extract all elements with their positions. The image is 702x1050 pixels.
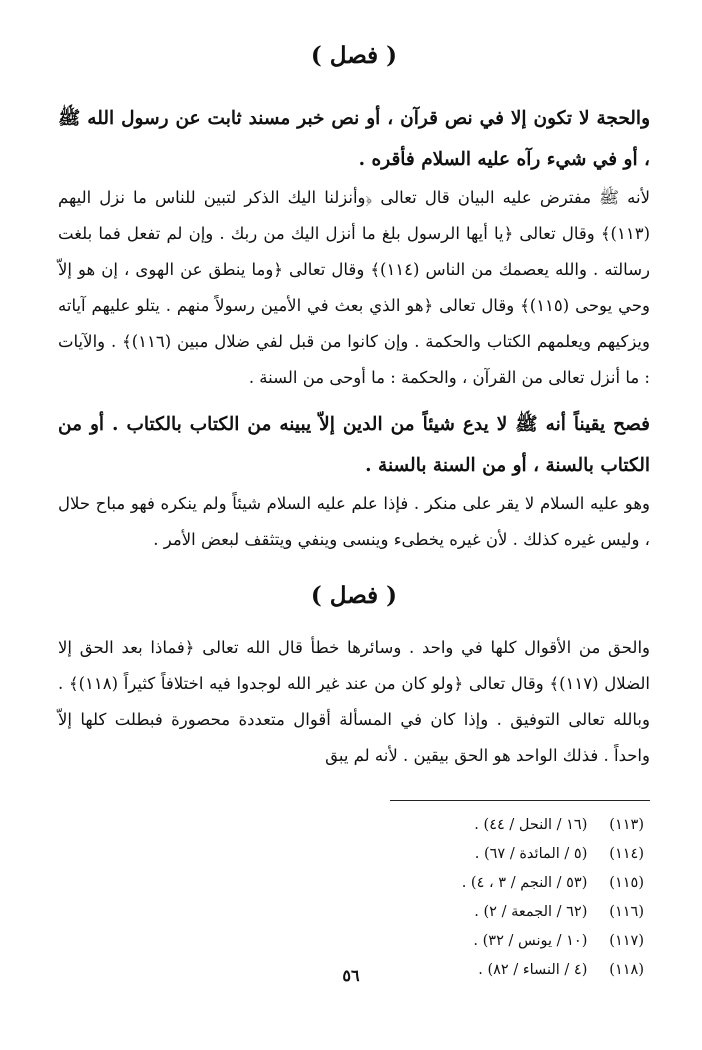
footnote-divider (390, 800, 650, 801)
footnotes (58, 811, 650, 985)
footnote-number: (١١٨) (609, 962, 644, 979)
footnote (58, 927, 644, 956)
page-number: ٥٦ (342, 966, 360, 985)
body-paragraph: وهو عليه السلام لا يقر على منكر . فإذا علم عليه السلام شيئاً ولم ينكره فهو مباح حلال ، وليس غيره كذلك . لأن غيره يخطىء وينسى وينفي ويتثقف لبعض الأمر . (58, 494, 650, 550)
footnote-number: (١١٤) (609, 846, 644, 863)
body-paragraph: لأنه ﷺ مفترض عليه البيان قال تعالى ﴿وأنزلنا اليك الذكر لتبين للناس ما نزل اليهم (١١٣)﴾ وقال تعالى ﴿يا أيها الرسول بلغ ما أنزل اليك من ربك . وإن لم تفعل فما بلغت رسالته . والله يعصمك من الناس (١١٤)﴾ وقال تعالى ﴿وما ينطق عن الهوى ، إن هو إلاّ وحي يوحى (١١٥)﴾ وقال تعالى ﴿هو الذي بعث في الأمين رسولاً منهم . يتلو عليهم آياته ويزكيهم ويعلمهم الكتاب والحكمة . وإن كانوا من قبل لفي ضلال مبين (١١٦)﴾ . والآيات : ما أنزل تعالى من القرآن ، والحكمة : ما أوحى من السنة . (58, 188, 650, 388)
section-1 (58, 98, 650, 396)
section-heading: ( فصل ) (310, 582, 398, 610)
footnote-text: (٤ / النساء / ٨٢) . (478, 962, 588, 979)
section-heading: ( فصل ) (310, 42, 398, 69)
footnote-number: (١١٥) (609, 875, 644, 892)
footnote (58, 898, 644, 927)
section-3 (58, 630, 650, 774)
footnote-text: (٥ / المائدة / ٦٧) . (474, 846, 588, 863)
footnote (58, 869, 644, 898)
footnote-number: (١١٧) (609, 933, 644, 950)
footnote-text: (١٠ / يونس / ٣٢) . (473, 933, 588, 950)
footnote-text: (١٦ / النحل / ٤٤) . (474, 817, 588, 834)
body-paragraph: والحق من الأقوال كلها في واحد . وسائرها خطأ قال الله تعالى ﴿فماذا بعد الحق إلا الضلال (١١٧)﴾ وقال تعالى ﴿ولو كان من عند غير الله لوجدوا فيه اختلافاً كثيراً (١١٨)﴾ . وبالله تعالى التوفيق . وإذا كان في المسألة أقوال متعددة محصورة فبطلت كلها إلاّ واحداً . فذلك الواحد هو الحق بيقين . لأنه لم يبق (58, 638, 650, 766)
footnote-text: (٦٢ / الجمعة / ٢) . (474, 904, 588, 921)
section-2 (58, 404, 650, 558)
footnote-number: (١١٣) (609, 817, 644, 834)
bold-statement: والحجة لا تكون إلا في نص قرآن ، أو نص خبر مسند ثابت عن رسول الله ﷺ ، أو في شيء رآه عليه السلام فأقره . (58, 108, 650, 171)
footnote-text: (٥٣ / النجم / ٣ ، ٤) . (461, 875, 588, 892)
footnote-number: (١١٦) (609, 904, 644, 921)
footnote (58, 840, 644, 869)
bold-statement: فصح يقيناً أنه ﷺ لا يدع شيئاً من الدين إلاّ يبينه من الكتاب بالكتاب . أو من الكتاب بالسنة ، أو من السنة بالسنة . (58, 414, 650, 477)
footnote (58, 811, 644, 840)
